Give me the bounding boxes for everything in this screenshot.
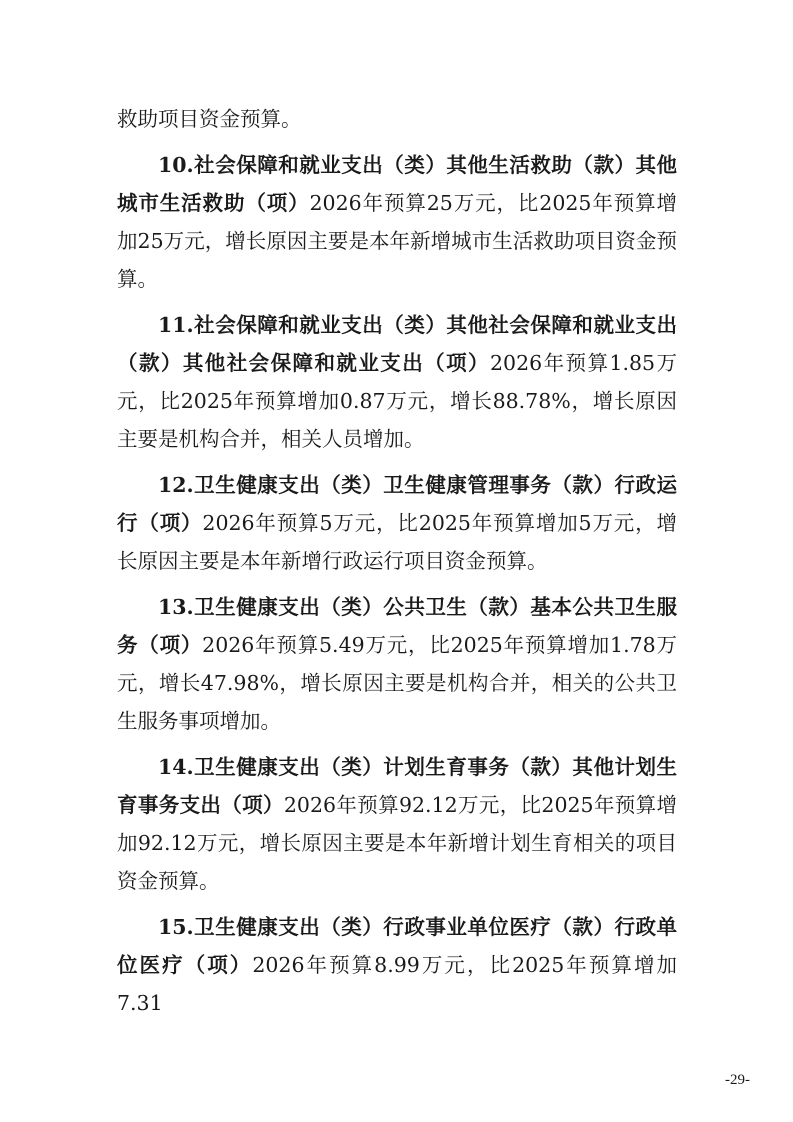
document-body [117,100,677,1030]
paragraph-text: 2026年预算92.12万元，比2025年预算增加92.12万元，增长原因主要是本年新增计划生育相关的项目资金预算。 [117,793,678,893]
paragraph-heading: 13.卫生健康支出（类）公共卫生（款）基本公共卫生服务（项） [117,595,677,657]
paragraph-item-13 [117,588,677,740]
paragraph-item-11 [117,306,677,458]
paragraph-heading: 10.社会保障和就业支出（类）其他生活救助（款）其他城市生活救助（项） [117,153,677,215]
paragraph-item-14 [117,748,677,900]
paragraph-heading: 15.卫生健康支出（类）行政事业单位医疗（款）行政单位医疗（项） [117,915,677,977]
paragraph-heading: 11.社会保障和就业支出（类）其他社会保障和就业支出（款）其他社会保障和就业支出（项） [117,313,677,375]
paragraph-item-12 [117,466,677,580]
paragraph-text: 2026年预算25万元，比2025年预算增加25万元，增长原因主要是本年新增城市生活救助项目资金预算。 [117,191,678,291]
paragraph-continuation [117,100,677,138]
paragraph-heading: 14.卫生健康支出（类）计划生育事务（款）其他计划生育事务支出（项） [117,755,677,817]
paragraph-text: 2026年预算8.99万元，比2025年预算增加7.31 [117,953,677,1015]
paragraph-item-15 [117,908,677,1022]
paragraph-heading: 12.卫生健康支出（类）卫生健康管理事务（款）行政运行（项） [117,473,677,535]
paragraph-text: 2026年预算5万元，比2025年预算增加5万元，增长原因主要是本年新增行政运行项目资金预算。 [117,511,677,573]
paragraph-text: 救助项目资金预算。 [117,107,302,131]
paragraph-item-10 [117,146,677,298]
paragraph-text: 2026年预算1.85万元，比2025年预算增加0.87万元，增长88.78%，增长原因主要是机构合并，相关人员增加。 [117,351,677,451]
paragraph-text: 2026年预算5.49万元，比2025年预算增加1.78万元，增长47.98%，增长原因主要是机构合并，相关的公共卫生服务事项增加。 [117,633,677,733]
page-number: -29- [725,1072,750,1088]
